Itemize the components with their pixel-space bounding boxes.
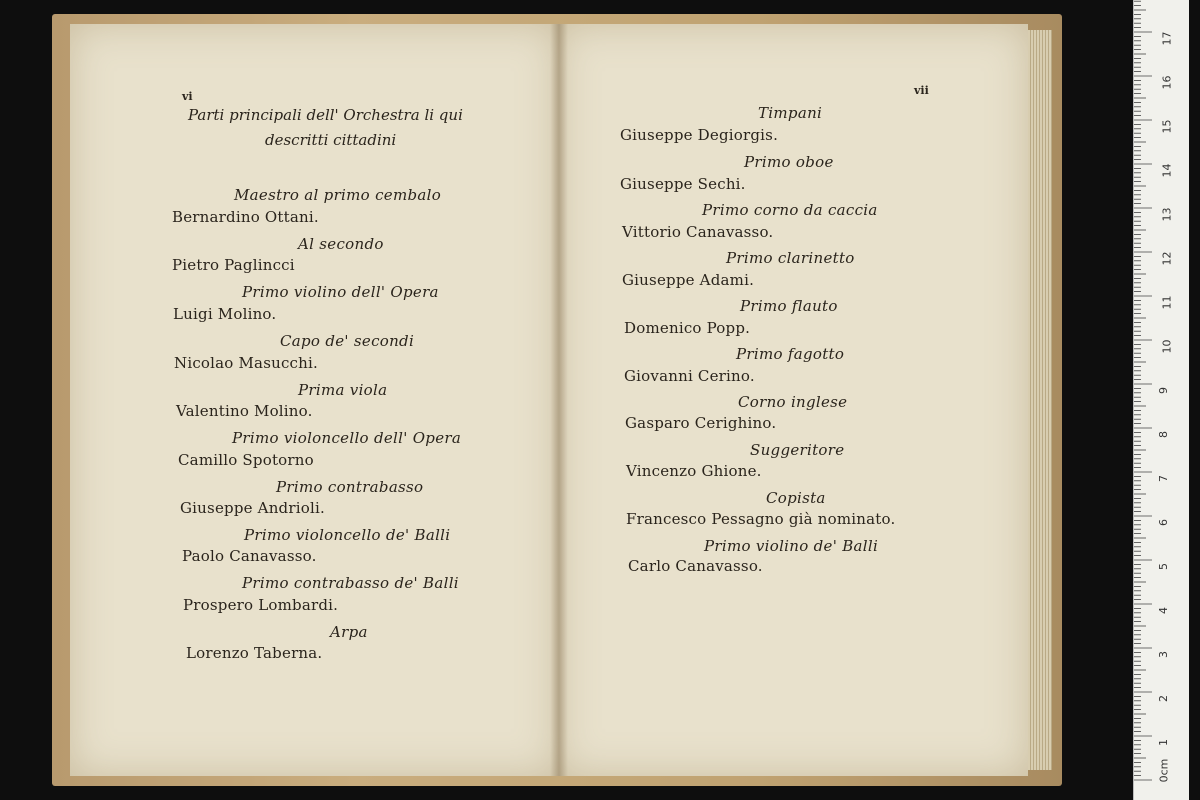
ruler-number: 9 — [1157, 387, 1170, 394]
role-label: Primo contrabasso de' Balli — [242, 574, 459, 592]
page-heading-line2: descritti cittadini — [265, 131, 397, 149]
ruler-number: 7 — [1157, 475, 1170, 482]
ruler-number: 1 — [1157, 739, 1170, 746]
musician-name: Carlo Canavasso. — [628, 557, 763, 575]
musician-name: Domenico Popp. — [624, 319, 751, 337]
measuring-ruler — [1133, 0, 1189, 800]
role-label: Primo fagotto — [736, 345, 845, 363]
role-label: Primo clarinetto — [726, 249, 855, 267]
ruler-number: 2 — [1157, 695, 1170, 702]
musician-name: Francesco Pessagno già nominato. — [626, 510, 896, 528]
musician-name: Giuseppe Adami. — [622, 271, 755, 289]
role-label: Timpani — [758, 104, 823, 122]
role-label: Primo corno da caccia — [702, 201, 878, 219]
musician-name: Valentino Molino. — [176, 402, 313, 420]
role-label: Prima viola — [298, 381, 388, 399]
musician-name: Camillo Spotorno — [178, 451, 314, 469]
musician-name: Vincenzo Ghione. — [626, 462, 762, 480]
musician-name: Paolo Canavasso. — [182, 547, 317, 565]
ruler-label: 0cm — [1157, 758, 1171, 783]
ruler-number: 8 — [1157, 431, 1170, 438]
role-label: Arpa — [330, 623, 368, 641]
left-folio: vi — [182, 90, 193, 103]
musician-name: Giuseppe Sechi. — [620, 175, 746, 193]
page-heading-line1: Parti principali dell' Orchestra li qui — [188, 106, 463, 124]
role-label: Al secondo — [298, 235, 384, 253]
ruler-number: 3 — [1157, 651, 1170, 658]
musician-name: Luigi Molino. — [173, 305, 277, 323]
musician-name: Vittorio Canavasso. — [622, 223, 774, 241]
role-label: Primo violoncello de' Balli — [244, 526, 451, 544]
musician-name: Prospero Lombardi. — [183, 596, 339, 614]
musician-name: Lorenzo Taberna. — [186, 644, 323, 662]
ruler-number: 11 — [1160, 295, 1174, 310]
musician-name: Gasparo Cerighino. — [625, 414, 777, 432]
ruler-number: 17 — [1160, 31, 1174, 46]
role-label: Primo violino dell' Opera — [242, 283, 439, 301]
role-label: Primo contrabasso — [276, 478, 424, 496]
page-edges — [1028, 30, 1052, 770]
musician-name: Giuseppe Degiorgis. — [620, 126, 779, 144]
role-label: Maestro al primo cembalo — [234, 186, 442, 204]
musician-name: Pietro Paglincci — [172, 256, 295, 274]
ruler-number: 16 — [1160, 75, 1174, 90]
ruler-number: 13 — [1160, 207, 1174, 222]
role-label: Primo oboe — [744, 153, 834, 171]
ruler-number: 4 — [1157, 607, 1170, 614]
ruler-number: 6 — [1157, 519, 1170, 526]
musician-name: Giuseppe Andrioli. — [180, 499, 325, 517]
role-label: Primo flauto — [740, 297, 838, 315]
role-label: Primo violino de' Balli — [704, 537, 879, 555]
right-folio: vii — [914, 84, 929, 97]
ruler-number: 10 — [1160, 339, 1174, 354]
book-gutter — [550, 24, 568, 776]
role-label: Copista — [766, 489, 826, 507]
role-label: Primo violoncello dell' Opera — [232, 429, 462, 447]
ruler-number: 15 — [1160, 119, 1174, 134]
musician-name: Giovanni Cerino. — [624, 367, 755, 385]
ruler-number: 12 — [1160, 251, 1174, 266]
ruler-number: 14 — [1160, 163, 1174, 178]
role-label: Capo de' secondi — [280, 332, 415, 350]
role-label: Corno inglese — [738, 393, 848, 411]
musician-name: Nicolao Masucchi. — [174, 354, 318, 372]
role-label: Suggeritore — [750, 441, 845, 459]
musician-name: Bernardino Ottani. — [172, 208, 319, 226]
ruler-number: 5 — [1157, 563, 1170, 570]
